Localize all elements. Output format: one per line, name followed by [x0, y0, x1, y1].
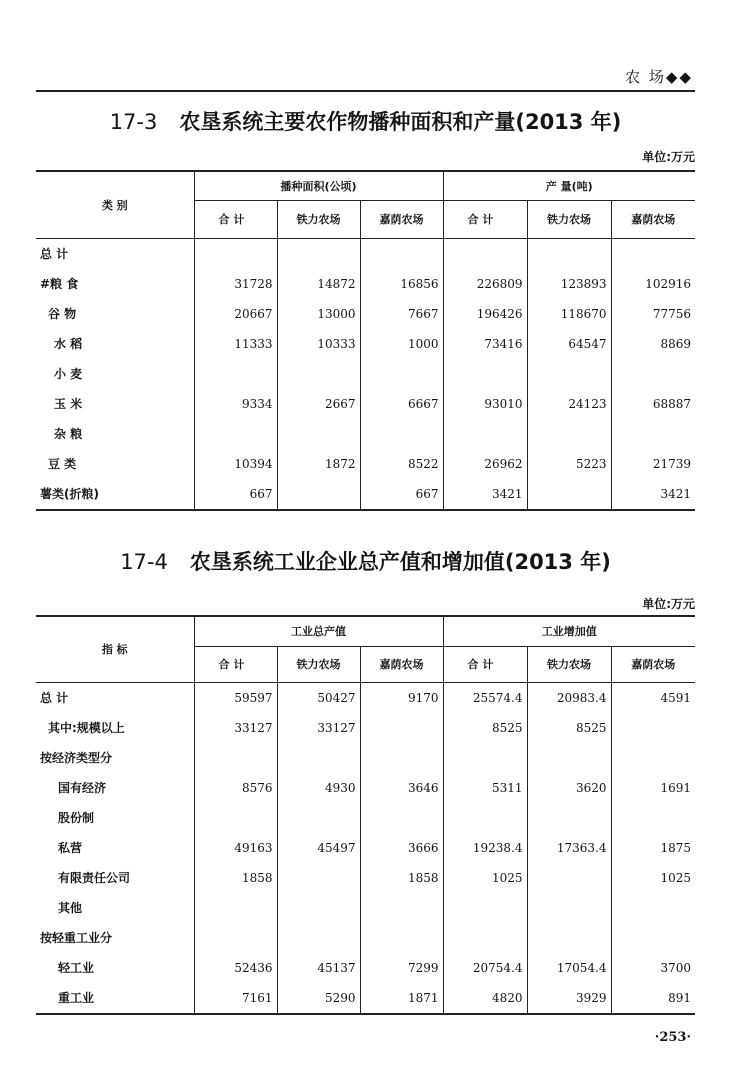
value-cell: 19238.4	[443, 833, 527, 863]
value-cell: 7667	[360, 299, 443, 329]
value-cell: 8576	[194, 773, 277, 803]
value-cell: 8869	[611, 329, 695, 359]
value-cell: 64547	[527, 329, 611, 359]
table-row	[36, 923, 695, 953]
value-cell	[527, 893, 611, 923]
table1-col-header: 嘉荫农场	[360, 200, 443, 238]
value-cell	[443, 893, 527, 923]
value-cell	[360, 803, 443, 833]
value-cell: 10394	[194, 449, 277, 479]
value-cell: 17363.4	[527, 833, 611, 863]
value-cell: 1871	[360, 983, 443, 1014]
table-row	[36, 773, 695, 803]
value-cell: 4930	[277, 773, 360, 803]
value-cell	[277, 479, 360, 510]
value-cell	[611, 803, 695, 833]
value-cell: 77756	[611, 299, 695, 329]
table-row	[36, 713, 695, 743]
table1-group2-header: 产 量(吨)	[443, 171, 695, 200]
value-cell: 45137	[277, 953, 360, 983]
value-cell: 5311	[443, 773, 527, 803]
table1-title-text: 农垦系统主要农作物播种面积和产量(2013 年)	[179, 110, 622, 134]
row-label: 杂 粮	[54, 427, 83, 441]
value-cell: 10333	[277, 329, 360, 359]
table2-col-header: 嘉荫农场	[611, 646, 695, 682]
value-cell: 3666	[360, 833, 443, 863]
value-cell	[527, 803, 611, 833]
value-cell: 33127	[194, 713, 277, 743]
value-cell	[611, 419, 695, 449]
value-cell	[443, 743, 527, 773]
value-cell	[443, 803, 527, 833]
value-cell	[360, 359, 443, 389]
row-label: 按轻重工业分	[40, 931, 113, 945]
value-cell: 68887	[611, 389, 695, 419]
value-cell: 1025	[611, 863, 695, 893]
value-cell: 26962	[443, 449, 527, 479]
table2	[36, 615, 695, 1015]
table-row	[36, 863, 695, 893]
value-cell: 1025	[443, 863, 527, 893]
value-cell: 118670	[527, 299, 611, 329]
value-cell: 8522	[360, 449, 443, 479]
value-cell: 14872	[277, 269, 360, 299]
value-cell	[527, 743, 611, 773]
value-cell	[527, 863, 611, 893]
value-cell: 8525	[527, 713, 611, 743]
row-label: #粮 食	[40, 277, 79, 291]
value-cell: 5223	[527, 449, 611, 479]
value-cell: 9334	[194, 389, 277, 419]
table2-group2-header: 工业增加值	[443, 616, 695, 646]
value-cell: 1858	[360, 863, 443, 893]
value-cell	[360, 923, 443, 953]
value-cell	[443, 923, 527, 953]
table2-unit: 单位:万元	[642, 597, 695, 611]
row-label: 总 计	[40, 247, 69, 261]
value-cell: 93010	[443, 389, 527, 419]
value-cell: 52436	[194, 953, 277, 983]
value-cell	[277, 419, 360, 449]
table-row	[36, 299, 695, 329]
value-cell: 1875	[611, 833, 695, 863]
value-cell: 16856	[360, 269, 443, 299]
row-label: 重工业	[36, 983, 194, 1014]
value-cell: 8525	[443, 713, 527, 743]
table2-stub-header: 指 标	[36, 616, 194, 682]
value-cell: 3421	[611, 479, 695, 510]
table-row	[36, 893, 695, 923]
value-cell: 1872	[277, 449, 360, 479]
value-cell: 17054.4	[527, 953, 611, 983]
value-cell: 11333	[194, 329, 277, 359]
row-label: 私营	[58, 841, 83, 855]
value-cell	[277, 803, 360, 833]
table-row	[36, 479, 695, 510]
value-cell: 4591	[611, 682, 695, 713]
row-label: 总 计	[40, 691, 69, 705]
table-row	[36, 359, 695, 389]
value-cell	[277, 359, 360, 389]
value-cell	[443, 238, 527, 269]
value-cell	[194, 923, 277, 953]
table-row	[36, 833, 695, 863]
table1-number: 17-3	[109, 110, 158, 134]
table2-col-header: 铁力农场	[527, 646, 611, 682]
row-label: 按经济类型分	[40, 751, 113, 765]
value-cell: 73416	[443, 329, 527, 359]
value-cell	[527, 238, 611, 269]
value-cell: 667	[194, 479, 277, 510]
table-row	[36, 953, 695, 983]
table-row	[36, 682, 695, 713]
value-cell	[611, 893, 695, 923]
value-cell: 226809	[443, 269, 527, 299]
row-label: 玉 米	[54, 397, 83, 411]
value-cell	[277, 863, 360, 893]
table1-stub-header: 类 别	[36, 171, 194, 238]
table2-col-header: 铁力农场	[277, 646, 360, 682]
value-cell: 24123	[527, 389, 611, 419]
table1-group1-header: 播种面积(公顷)	[194, 171, 443, 200]
value-cell: 45497	[277, 833, 360, 863]
value-cell: 20667	[194, 299, 277, 329]
value-cell	[611, 743, 695, 773]
value-cell	[527, 923, 611, 953]
value-cell	[360, 713, 443, 743]
value-cell: 9170	[360, 682, 443, 713]
value-cell	[611, 359, 695, 389]
value-cell: 196426	[443, 299, 527, 329]
value-cell: 1691	[611, 773, 695, 803]
value-cell	[277, 893, 360, 923]
table-row	[36, 238, 695, 269]
value-cell: 3620	[527, 773, 611, 803]
value-cell: 3421	[443, 479, 527, 510]
value-cell: 31728	[194, 269, 277, 299]
value-cell: 102916	[611, 269, 695, 299]
value-cell: 33127	[277, 713, 360, 743]
value-cell: 7299	[360, 953, 443, 983]
table-row	[36, 389, 695, 419]
header-rule	[36, 90, 695, 92]
value-cell: 20983.4	[527, 682, 611, 713]
value-cell	[277, 238, 360, 269]
value-cell: 891	[611, 983, 695, 1014]
table-row	[36, 449, 695, 479]
table1	[36, 170, 695, 511]
table-row	[36, 743, 695, 773]
value-cell: 20754.4	[443, 953, 527, 983]
table-row	[36, 419, 695, 449]
value-cell: 59597	[194, 682, 277, 713]
row-label: 有限责任公司	[58, 871, 131, 885]
table2-col-header: 合 计	[443, 646, 527, 682]
value-cell	[527, 419, 611, 449]
value-cell	[194, 803, 277, 833]
value-cell	[527, 479, 611, 510]
table2-group1-header: 工业总产值	[194, 616, 443, 646]
value-cell	[611, 923, 695, 953]
row-label: 其中:规模以上	[48, 721, 125, 735]
value-cell	[194, 359, 277, 389]
value-cell: 1858	[194, 863, 277, 893]
value-cell: 50427	[277, 682, 360, 713]
value-cell: 3700	[611, 953, 695, 983]
page-number: ·253·	[654, 1030, 691, 1045]
value-cell	[360, 419, 443, 449]
running-head: 农 场◆◆	[625, 68, 693, 86]
value-cell	[360, 238, 443, 269]
value-cell: 123893	[527, 269, 611, 299]
table-row	[36, 329, 695, 359]
table1-col-header: 铁力农场	[277, 200, 360, 238]
table-row	[36, 983, 695, 1014]
table-row	[36, 269, 695, 299]
value-cell	[194, 743, 277, 773]
value-cell: 667	[360, 479, 443, 510]
value-cell	[194, 419, 277, 449]
row-label: 国有经济	[58, 781, 107, 795]
value-cell: 2667	[277, 389, 360, 419]
table1-col-header: 嘉荫农场	[611, 200, 695, 238]
value-cell: 6667	[360, 389, 443, 419]
table2-number: 17-4	[120, 550, 168, 574]
value-cell: 7161	[194, 983, 277, 1014]
row-label: 轻工业	[58, 961, 95, 975]
value-cell: 49163	[194, 833, 277, 863]
value-cell	[443, 359, 527, 389]
value-cell: 4820	[443, 983, 527, 1014]
table2-col-header: 合 计	[194, 646, 277, 682]
value-cell	[277, 743, 360, 773]
table2-col-header: 嘉荫农场	[360, 646, 443, 682]
value-cell	[194, 893, 277, 923]
value-cell	[611, 713, 695, 743]
row-label: 股份制	[58, 811, 95, 825]
value-cell: 13000	[277, 299, 360, 329]
table1-unit: 单位:万元	[642, 150, 695, 164]
table2-title-text: 农垦系统工业企业总产值和增加值(2013 年)	[189, 550, 611, 574]
table1-col-header: 合 计	[194, 200, 277, 238]
value-cell: 5290	[277, 983, 360, 1014]
value-cell	[360, 743, 443, 773]
table-row	[36, 803, 695, 833]
row-label: 薯类(折粮)	[36, 479, 194, 510]
value-cell	[360, 893, 443, 923]
table2-title	[0, 546, 731, 576]
row-label: 水 稻	[54, 337, 83, 351]
table1-col-header: 铁力农场	[527, 200, 611, 238]
value-cell: 21739	[611, 449, 695, 479]
table1-col-header: 合 计	[443, 200, 527, 238]
table1-title	[0, 106, 731, 136]
value-cell: 3929	[527, 983, 611, 1014]
value-cell: 25574.4	[443, 682, 527, 713]
value-cell	[443, 419, 527, 449]
value-cell	[527, 359, 611, 389]
value-cell	[611, 238, 695, 269]
row-label: 其他	[58, 901, 83, 915]
row-label: 豆 类	[48, 457, 77, 471]
value-cell: 1000	[360, 329, 443, 359]
value-cell: 3646	[360, 773, 443, 803]
row-label: 小 麦	[54, 367, 83, 381]
value-cell	[277, 923, 360, 953]
value-cell	[194, 238, 277, 269]
row-label: 谷 物	[48, 307, 77, 321]
